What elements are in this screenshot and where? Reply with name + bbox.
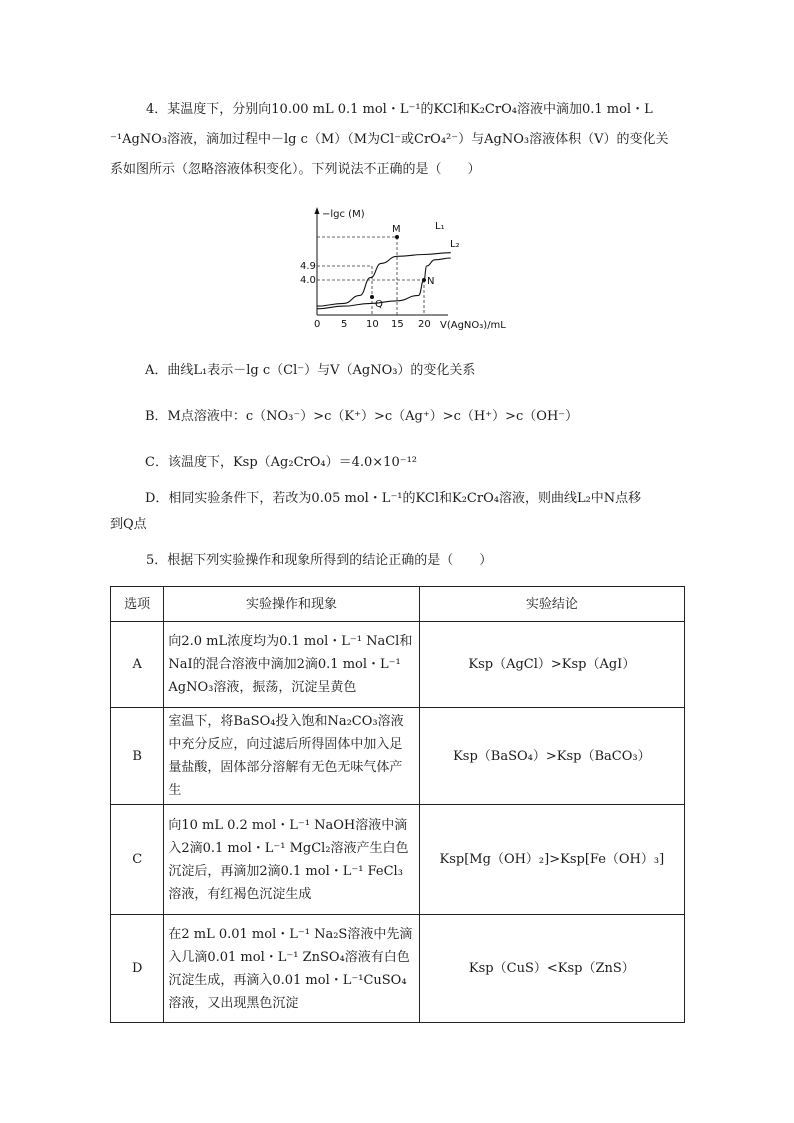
question-5-title: 5．根据下列实验操作和现象所得到的结论正确的是（ ）	[146, 553, 493, 568]
table-row	[111, 805, 685, 915]
legend-l1: L₁	[435, 221, 445, 232]
question-4-stem	[110, 95, 690, 185]
row-operation: 向10 mL 0.2 mol・L⁻¹ NaOH溶液中滴入2滴0.1 mol・L⁻¹ MgCl₂溶液产生白色沉淀后，再滴加2滴0.1 mol・L⁻¹ FeCl₃溶液，有红褐色沉淀生成	[164, 805, 419, 915]
row-conclusion: Ksp（AgCl）>Ksp（AgI）	[419, 622, 684, 708]
question-4-line1: 4．某温度下，分别向10.00 mL 0.1 mol・L⁻¹的KCl和K₂CrO₄溶液中滴加0.1 mol・L	[146, 102, 653, 117]
row-conclusion: Ksp（CuS）<Ksp（ZnS）	[419, 915, 684, 1023]
question-4-line2: ⁻¹AgNO₃溶液，滴加过程中－lg c（M）（M为Cl⁻或CrO₄²⁻）与AgNO₃溶液体积（V）的变化关	[110, 132, 669, 147]
option-d	[145, 486, 690, 512]
row-operation: 向2.0 mL浓度均为0.1 mol・L⁻¹ NaCl和NaI的混合溶液中滴加2滴0.1 mol・L⁻¹ AgNO₃溶液，振荡，沉淀呈黄色	[164, 622, 419, 708]
option-b: B．M点溶液中：c（NO₃⁻）>c（K⁺）>c（Ag⁺）>c（H⁺）>c（OH⁻）	[145, 409, 579, 424]
label-q: Q	[375, 299, 383, 310]
y-axis-arrow	[315, 207, 320, 214]
table-row	[111, 622, 685, 708]
y-axis-label: −lgc (M)	[322, 209, 365, 220]
row-operation: 在2 mL 0.01 mol・L⁻¹ Na₂S溶液中先滴入几滴0.01 mol・L⁻¹ ZnSO₄溶液有白色沉淀生成，再滴入0.01 mol・L⁻¹CuSO₄溶液，又出现黑色沉淀	[164, 915, 419, 1023]
experiment-table	[110, 586, 685, 1023]
point-n	[422, 278, 426, 282]
point-q	[370, 295, 374, 299]
row-option: B	[111, 708, 164, 805]
titration-chart	[300, 203, 530, 333]
option-c: C．该温度下，Ksp（Ag₂CrO₄）＝4.0×10⁻¹²	[145, 455, 417, 470]
row-option: C	[111, 805, 164, 915]
row-operation: 室温下，将BaSO₄投入饱和Na₂CO₃溶液中充分反应，向过滤后所得固体中加入足量盐酸，固体部分溶解有无色无味气体产生	[164, 708, 419, 805]
x-tick-10: 10	[366, 319, 379, 330]
option-d-line2: 到Q点	[110, 517, 147, 532]
x-tick-20: 20	[418, 319, 431, 330]
table-row	[111, 915, 685, 1023]
point-m	[395, 235, 399, 239]
option-a: A．曲线L₁表示－lg c（Cl⁻）与V（AgNO₃）的变化关系	[145, 363, 476, 378]
header-operation: 实验操作和现象	[164, 587, 419, 622]
y-tick-4-9: 4.9	[300, 261, 316, 272]
row-option: D	[111, 915, 164, 1023]
table-header-row	[111, 587, 685, 622]
y-tick-4-0: 4.0	[300, 275, 316, 286]
x-axis-label: V(AgNO₃)/mL	[440, 320, 506, 331]
table-row	[111, 708, 685, 805]
row-conclusion: Ksp[Mg（OH）₂]>Ksp[Fe（OH）₃]	[419, 805, 684, 915]
header-option: 选项	[111, 587, 164, 622]
x-tick-15: 15	[391, 319, 404, 330]
x-tick-0: 0	[314, 319, 321, 330]
x-tick-5: 5	[341, 319, 348, 330]
row-conclusion: Ksp（BaSO₄）>Ksp（BaCO₃）	[419, 708, 684, 805]
option-d-line1: D．相同实验条件下，若改为0.05 mol・L⁻¹的KCl和K₂CrO₄溶液，则曲线L₂中N点移	[145, 491, 642, 506]
row-option: A	[111, 622, 164, 708]
label-n: N	[427, 276, 435, 287]
question-4-line3: 系如图所示（忽略溶液体积变化）。下列说法不正确的是（ ）	[110, 162, 481, 177]
header-conclusion: 实验结论	[419, 587, 684, 622]
label-m: M	[392, 224, 401, 235]
legend-l2: L₂	[450, 239, 460, 250]
